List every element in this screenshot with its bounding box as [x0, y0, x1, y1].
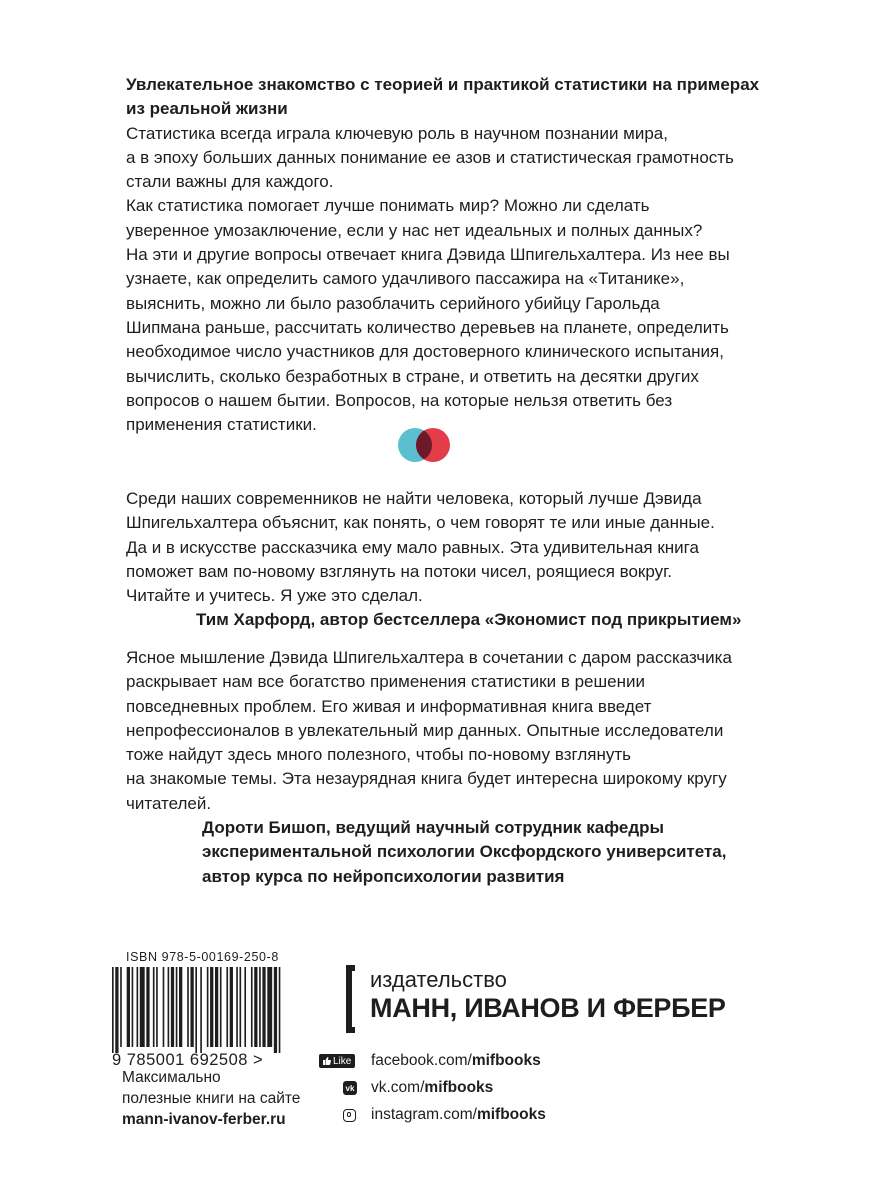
intro-body-line: применения статистики. — [126, 415, 317, 435]
isbn-barcode — [112, 950, 302, 1070]
quote-line: на знакомые темы. Эта незаурядная книга будет интересна широкому кругу — [126, 769, 727, 789]
barcode-bar — [112, 967, 114, 1053]
isbn-label: ISBN 978-5-00169-250-8 — [126, 950, 279, 964]
website-link[interactable]: mann-ivanov-ferber.ru — [122, 1111, 286, 1128]
barcode-bar — [259, 967, 261, 1047]
intro-body-line: узнаете, как определить самого удачливого пассажира на «Титанике», — [126, 269, 685, 289]
facebook-prefix: facebook.com/ — [371, 1052, 472, 1069]
barcode-bar — [115, 967, 118, 1053]
quote-line: Шпигельхалтера объяснит, как понять, о чем говорят те или иные данные. — [126, 513, 715, 533]
barcode-bar — [226, 967, 228, 1047]
barcode-bar — [262, 967, 265, 1047]
barcode-bar — [190, 967, 193, 1047]
instagram-prefix: instagram.com/ — [371, 1106, 477, 1123]
quote-attribution — [126, 816, 736, 889]
barcode-bar — [163, 967, 165, 1047]
attribution-line: экспериментальной психологии Оксфордского университета, — [202, 842, 727, 862]
barcode-bar — [251, 967, 253, 1047]
barcode-bar — [156, 967, 158, 1047]
barcode-bar — [137, 967, 139, 1047]
tagline-line: Максимально — [122, 1069, 221, 1086]
barcode-bar — [132, 967, 134, 1047]
barcode-bar — [274, 967, 277, 1053]
quote-line: тоже найдут здесь много полезного, чтобы по-новому взглянуть — [126, 745, 632, 765]
attribution-line: автор курса по нейропсихологии развития — [202, 866, 565, 886]
thumbs-up-icon — [323, 1057, 331, 1065]
intro-body-line: уверенное умозаключение, если у нас нет идеальных и полных данных? — [126, 220, 703, 240]
barcode-bar — [127, 967, 130, 1047]
quote-line: непрофессионалов в увлекательный мир данных. Опытные исследователи — [126, 720, 724, 740]
intro-heading-line: из реальной жизни — [126, 99, 288, 119]
like-label: Like — [333, 1055, 352, 1067]
barcode-bar — [176, 967, 178, 1047]
barcode-bar — [207, 967, 209, 1047]
tagline-line: полезные книги на сайте — [122, 1090, 301, 1107]
barcode-bar — [187, 967, 189, 1047]
intro-section — [126, 73, 760, 437]
barcode-bar — [168, 967, 170, 1047]
barcode-bar — [244, 967, 246, 1047]
bracket-icon — [346, 965, 355, 1033]
overlapping-circles-logo — [398, 427, 450, 463]
instagram-link[interactable] — [319, 1106, 546, 1124]
intro-body-line: Как статистика помогает лучше понимать мир? Можно ли сделать — [126, 196, 650, 216]
facebook-like-icon — [319, 1054, 355, 1068]
attribution-line: Дороти Бишоп, ведущий научный сотрудник кафедры — [202, 818, 665, 838]
quote-line: раскрывает нам все богатство применения статистики в решении — [126, 672, 645, 692]
vk-prefix: vk.com/ — [371, 1079, 425, 1096]
barcode-bar — [200, 967, 202, 1053]
quote-line: поможет вам по-новому взглянуть на потоки чисел, роящиеся вокруг. — [126, 561, 672, 581]
barcode-bar — [120, 967, 122, 1047]
intro-heading-line: Увлекательное знакомство с теорией и практикой статистики на примерах — [126, 75, 760, 94]
instagram-handle: mifbooks — [476, 1106, 546, 1123]
quote-attribution: Тим Харфорд, автор бестселлера «Экономист под прикрытием» — [196, 610, 742, 630]
intro-body-line: Шипмана раньше, рассчитать количество деревьев на планете, определить — [126, 317, 729, 337]
vk-handle: mifbooks — [424, 1079, 494, 1096]
barcode-bar — [146, 967, 149, 1047]
instagram-icon — [343, 1109, 356, 1122]
intro-body-line: вычислить, сколько безработных в стране, и ответить на десятки других — [126, 366, 699, 386]
barcode-bar — [230, 967, 233, 1047]
quote-line: Читайте и учитесь. Я уже это сделал. — [126, 586, 423, 606]
barcode-bar — [179, 967, 182, 1047]
barcode-bar — [171, 967, 174, 1047]
quote-bishop — [126, 646, 736, 889]
barcode-bar — [210, 967, 213, 1047]
publisher-name: МАНН, ИВАНОВ И ФЕРБЕР — [370, 993, 726, 1023]
tagline — [122, 1067, 300, 1130]
barcode-bar — [220, 967, 222, 1047]
facebook-link[interactable] — [319, 1052, 541, 1070]
intro-body-line: стали важны для каждого. — [126, 172, 334, 192]
barcode-bar — [240, 967, 242, 1047]
quote-line: читателей. — [126, 793, 212, 813]
intro-body-line: Статистика всегда играла ключевую роль в научном познании мира, — [126, 123, 668, 143]
quote-harford — [126, 487, 742, 633]
intro-body-line: необходимое число участников для достоверного клинического испытания, — [126, 342, 724, 362]
barcode-bar — [140, 967, 145, 1047]
barcode-bar — [215, 967, 218, 1047]
barcode-bar — [153, 967, 155, 1047]
barcode-digits: 9 785001 692508 > — [112, 1051, 264, 1069]
publisher-label: издательство — [370, 967, 507, 992]
intro-body-line: выяснить, можно ли было разоблачить серийного убийцу Гарольда — [126, 293, 660, 313]
quote-line: Ясное мышление Дэвида Шпигельхалтера в сочетании с даром рассказчика — [126, 648, 732, 667]
vk-icon: vk — [343, 1081, 357, 1095]
barcode-bar — [236, 967, 238, 1047]
barcode-bar — [254, 967, 257, 1047]
intro-body-line: вопросов о нашем бытии. Вопросов, на которые нельзя ответить без — [126, 390, 673, 410]
intro-body-line: а в эпоху больших данных понимание ее азов и статистическая грамотность — [126, 147, 734, 167]
barcode-bar — [279, 967, 281, 1053]
barcode-bar — [267, 967, 272, 1047]
intro-body-line: На эти и другие вопросы отвечает книга Дэвида Шпигельхалтера. Из нее вы — [126, 245, 730, 265]
quote-line: Среди наших современников не найти человека, который лучше Дэвида — [126, 489, 702, 508]
quote-line: повседневных проблем. Его живая и информативная книга введет — [126, 696, 652, 716]
barcode-icon — [112, 967, 282, 1053]
facebook-handle: mifbooks — [471, 1052, 541, 1069]
quote-line: Да и в искусстве рассказчика ему мало равных. Эта удивительная книга — [126, 537, 699, 557]
vk-link[interactable] — [319, 1079, 493, 1097]
barcode-bar — [195, 967, 197, 1053]
